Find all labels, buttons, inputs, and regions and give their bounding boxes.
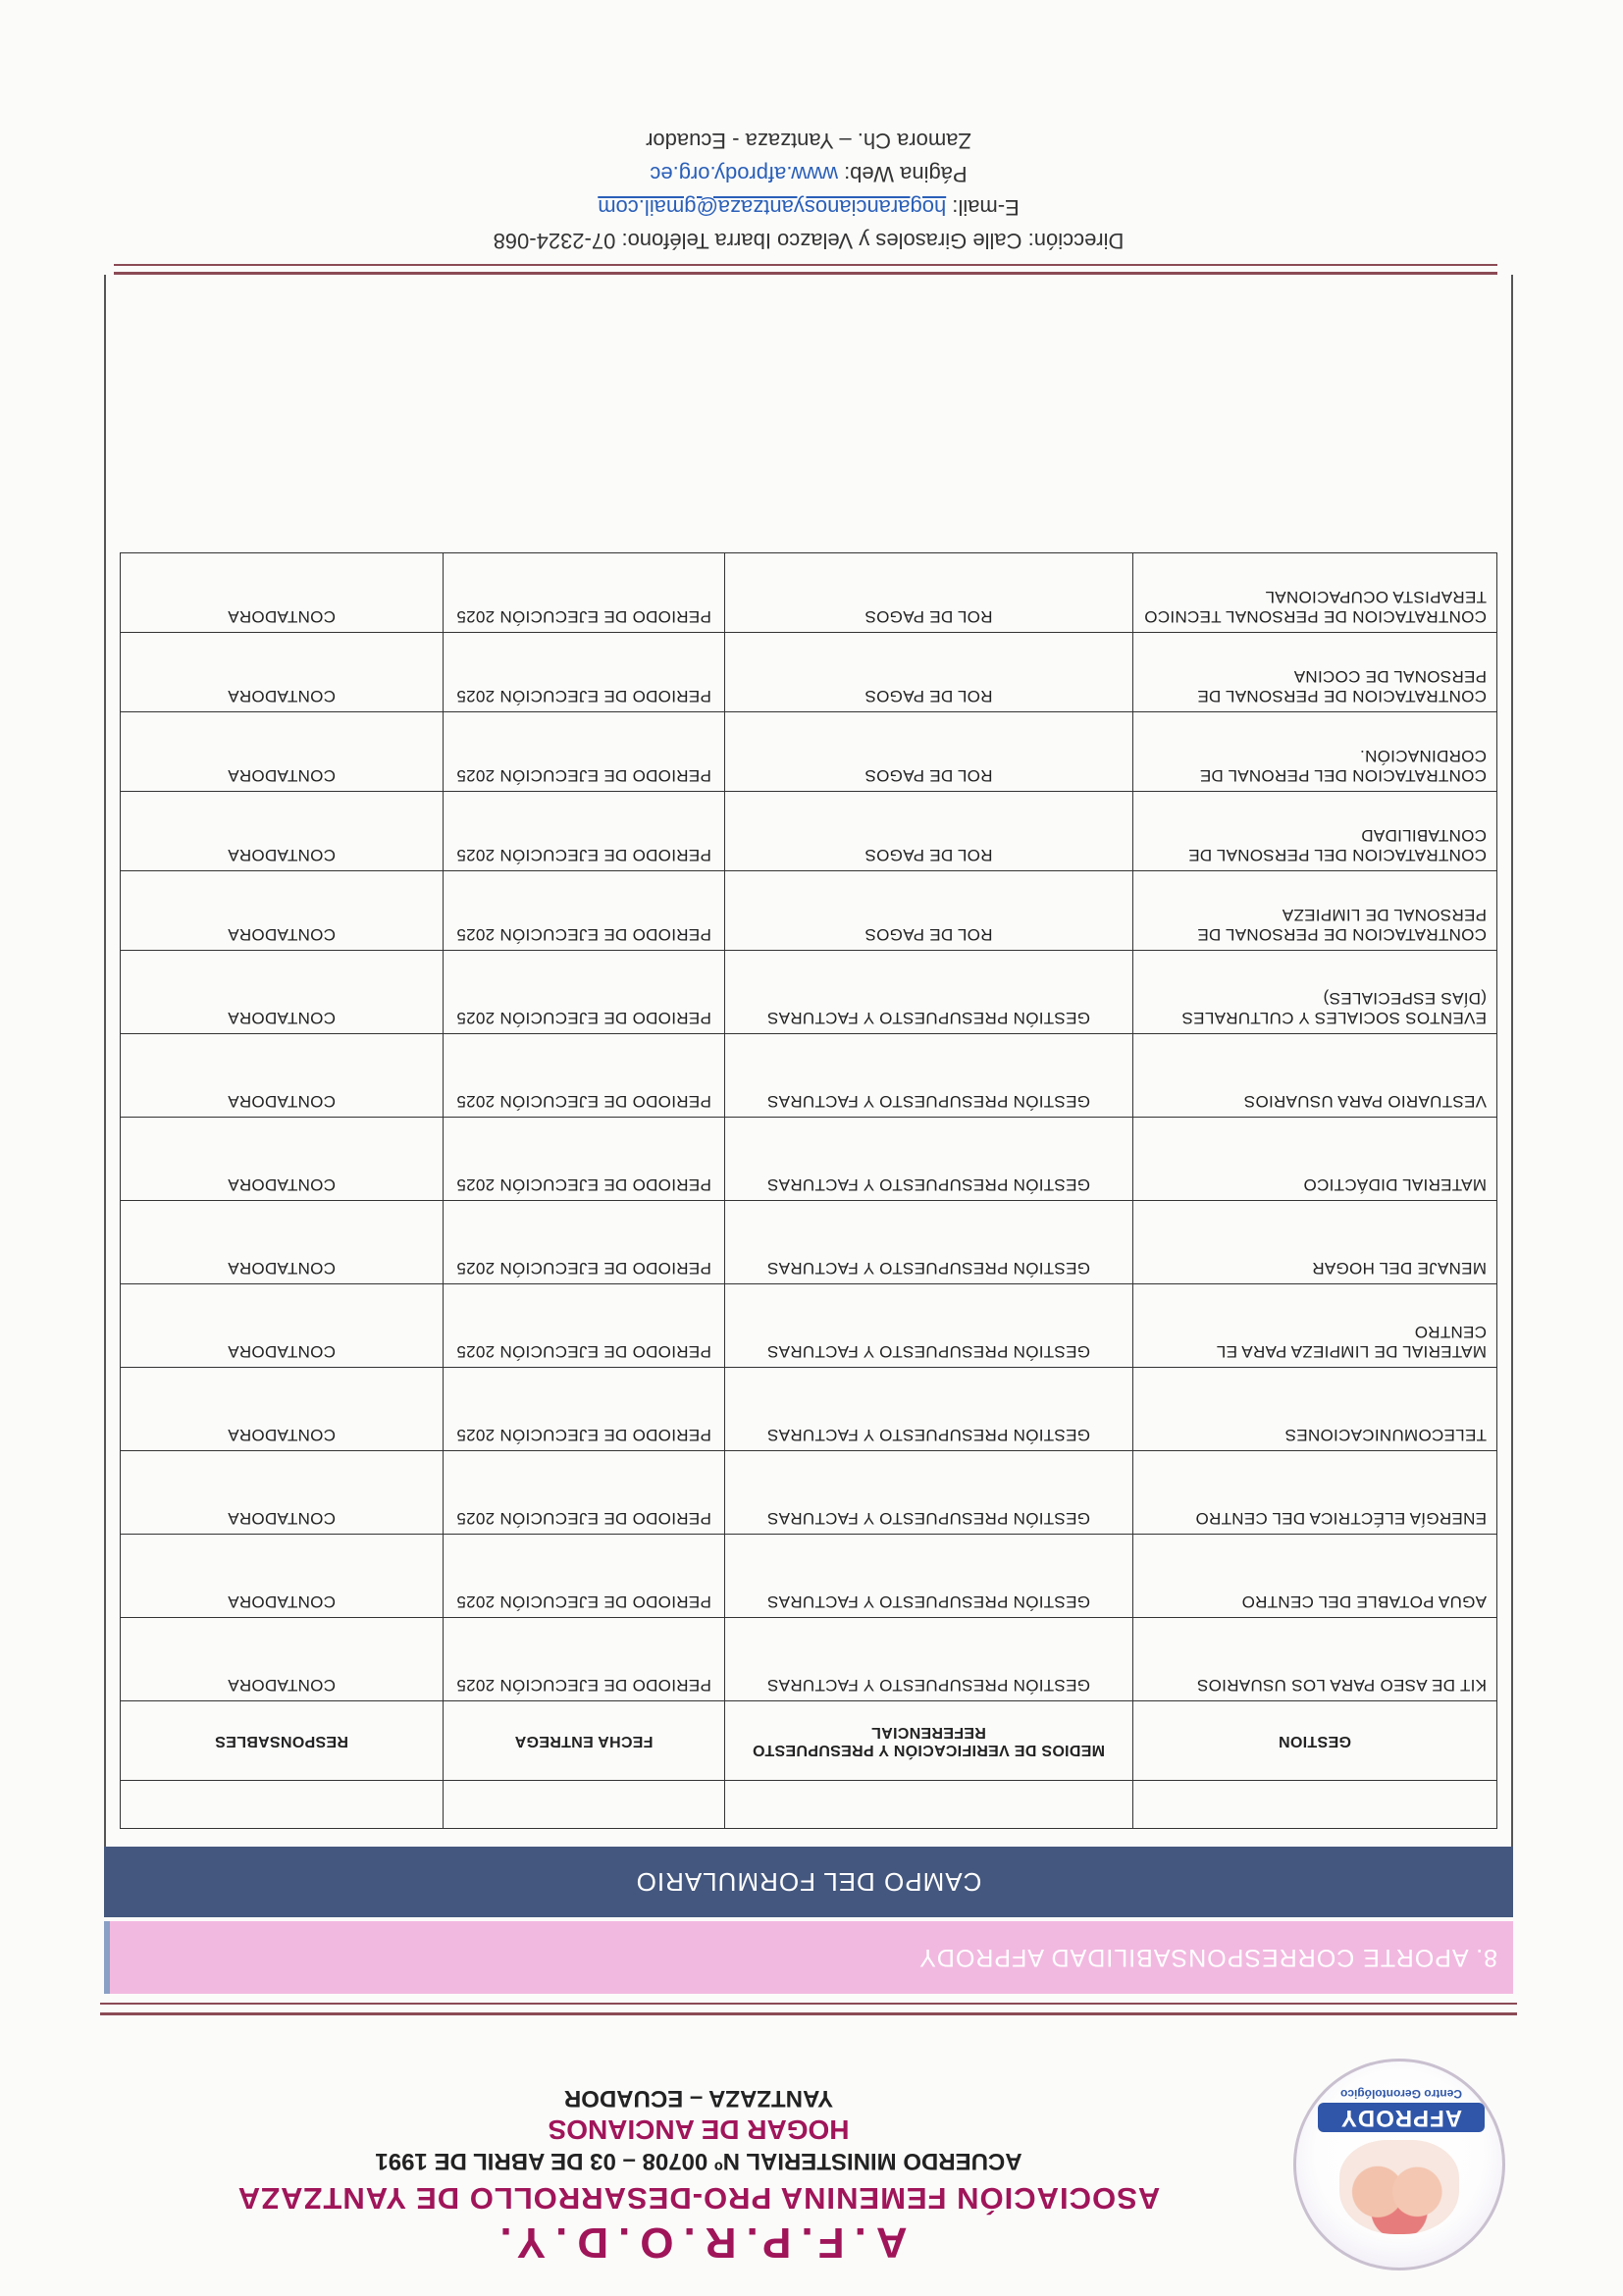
cell-delivery-date: PERIODO DE EJECUCIÓN 2025 xyxy=(443,951,724,1034)
table-row xyxy=(121,951,1497,1034)
responsibility-table xyxy=(120,552,1497,1829)
cell-verification: GESTIÓN PRESUPUESTO Y FACTURAS xyxy=(724,1618,1132,1701)
footer-email-line xyxy=(230,190,1387,224)
cell-gestion: CONTRATACION DEL PERONAL DE CORDINACIÓN. xyxy=(1132,712,1496,792)
cell-gestion: MATERIAL DIDÁCTICO xyxy=(1132,1118,1496,1201)
logo-name: AFPRODY xyxy=(1318,2103,1485,2132)
table-row xyxy=(121,792,1497,871)
cell-verification: ROL DE PAGOS xyxy=(724,792,1132,871)
table-row xyxy=(121,1284,1497,1368)
table-row xyxy=(121,1451,1497,1535)
cell-verification: GESTIÓN PRESUPUESTO Y FACTURAS xyxy=(724,951,1132,1034)
footer-city: Zamora Ch. – Yantzaza - Ecuador xyxy=(646,129,971,153)
cell-gestion: VESTUARIO PARA USUARIOS xyxy=(1132,1034,1496,1118)
cell-verification: GESTIÓN PRESUPUESTO Y FACTURAS xyxy=(724,1535,1132,1618)
table-row xyxy=(121,553,1497,633)
ministerial-agreement: ACUERDO MINISTERIAL Nº 00708 – 03 DE ABRIL DE 1991 xyxy=(375,2148,1022,2174)
table-cell xyxy=(443,1781,724,1829)
logo-subtitle: Centro Gerontológico xyxy=(1340,2087,1462,2101)
cell-delivery-date: PERIODO DE EJECUCIÓN 2025 xyxy=(443,871,724,951)
cell-responsible: CONTADORA xyxy=(121,1451,444,1535)
cell-verification: GESTIÓN PRESUPUESTO Y FACTURAS xyxy=(724,1451,1132,1535)
footer-email-link[interactable]: hogarancianosyantzaza@gmail.com xyxy=(598,195,947,220)
table-row xyxy=(121,633,1497,712)
location: YANTZAZA – ECUADOR xyxy=(563,2085,834,2112)
table-row xyxy=(121,1535,1497,1618)
cell-gestion: CONTRATACION DE PERSONAL DE PERSONAL DE LIMPIEZA xyxy=(1132,871,1496,951)
brand-acronym: A.F.P.R.O.D.Y. xyxy=(490,2218,908,2267)
footer-address: Dirección: Calle Girasoles y Velazco Ibarra Teléfono: 07-2324-068 xyxy=(493,229,1125,253)
footer-web-label: Página Web: xyxy=(837,162,968,186)
cell-verification: ROL DE PAGOS xyxy=(724,553,1132,633)
cell-delivery-date: PERIODO DE EJECUCIÓN 2025 xyxy=(443,1201,724,1284)
cell-gestion: CONTRATACION DE PERSONAL DE PERSONAL DE COCINA xyxy=(1132,633,1496,712)
table-header-row xyxy=(121,1701,1497,1781)
cell-gestion: ENERGÍA ELÉCTRICA DEL CENTRO xyxy=(1132,1451,1496,1535)
cell-gestion: KIT DE ASEO PARA LOS USUARIOS xyxy=(1132,1618,1496,1701)
organization-name: ASOCIACIÓN FEMENINA PRO-DESARROLLO DE YANTZAZA xyxy=(236,2181,1161,2216)
cell-delivery-date: PERIODO DE EJECUCIÓN 2025 xyxy=(443,1618,724,1701)
cell-verification: GESTIÓN PRESUPUESTO Y FACTURAS xyxy=(724,1368,1132,1451)
footer-email-label: E-mail: xyxy=(946,195,1020,220)
home-name: HOGAR DE ANCIANOS xyxy=(548,2114,850,2145)
cell-responsible: CONTADORA xyxy=(121,712,444,792)
cell-responsible: CONTADORA xyxy=(121,1618,444,1701)
cell-verification: GESTIÓN PRESUPUESTO Y FACTURAS xyxy=(724,1201,1132,1284)
table-row xyxy=(121,1618,1497,1701)
table-cell xyxy=(724,1781,1132,1829)
cell-responsible: CONTADORA xyxy=(121,1368,444,1451)
cell-delivery-date: PERIODO DE EJECUCIÓN 2025 xyxy=(443,1535,724,1618)
cell-gestion: CONTRATACION DE PERSONAL TECNICO TERAPISTA OCUPACIONAL xyxy=(1132,553,1496,633)
table-blank-row xyxy=(121,1781,1497,1829)
form-title: CAMPO DEL FORMULARIO xyxy=(104,1847,1513,1917)
cell-delivery-date: PERIODO DE EJECUCIÓN 2025 xyxy=(443,792,724,871)
cell-delivery-date: PERIODO DE EJECUCIÓN 2025 xyxy=(443,1451,724,1535)
cell-verification: ROL DE PAGOS xyxy=(724,633,1132,712)
letterhead xyxy=(112,2033,1505,2288)
table-row xyxy=(121,1368,1497,1451)
cell-responsible: CONTADORA xyxy=(121,871,444,951)
elderly-couple-icon xyxy=(1339,2140,1459,2234)
header-delivery-date: FECHA ENTREGA xyxy=(443,1701,724,1781)
table-cell xyxy=(1132,1781,1496,1829)
footer-web-line xyxy=(230,157,1387,190)
cell-delivery-date: PERIODO DE EJECUCIÓN 2025 xyxy=(443,1368,724,1451)
cell-verification: ROL DE PAGOS xyxy=(724,871,1132,951)
cell-verification: GESTIÓN PRESUPUESTO Y FACTURAS xyxy=(724,1284,1132,1368)
cell-responsible: CONTADORA xyxy=(121,553,444,633)
letterhead-text xyxy=(120,2084,1278,2270)
footer-web-link[interactable]: www.afprody.org.ec xyxy=(650,162,838,186)
cell-responsible: CONTADORA xyxy=(121,1201,444,1284)
cell-delivery-date: PERIODO DE EJECUCIÓN 2025 xyxy=(443,1284,724,1368)
header-responsible: RESPONSABLES xyxy=(121,1701,444,1781)
cell-responsible: CONTADORA xyxy=(121,633,444,712)
table-row xyxy=(121,871,1497,951)
cell-gestion: AGUA POTABLE DEL CENTRO xyxy=(1132,1535,1496,1618)
table-row xyxy=(121,1118,1497,1201)
table-row xyxy=(121,712,1497,792)
cell-verification: ROL DE PAGOS xyxy=(724,712,1132,792)
cell-verification: GESTIÓN PRESUPUESTO Y FACTURAS xyxy=(724,1034,1132,1118)
cell-delivery-date: PERIODO DE EJECUCIÓN 2025 xyxy=(443,1034,724,1118)
table-cell xyxy=(121,1781,444,1829)
form-area xyxy=(104,275,1513,1847)
header-gestion: GESTION xyxy=(1132,1701,1496,1781)
header-verification: MEDIOS DE VERIFICACIÓN Y PRESUPUESTO REFERENCIAL xyxy=(724,1701,1132,1781)
cell-responsible: CONTADORA xyxy=(121,1535,444,1618)
footer xyxy=(230,124,1387,257)
section-title: 8. APORTE CORRESPONSABILIDAD AFPRODY xyxy=(104,1921,1513,1994)
cell-delivery-date: PERIODO DE EJECUCIÓN 2025 xyxy=(443,712,724,792)
cell-responsible: CONTADORA xyxy=(121,1284,444,1368)
cell-delivery-date: PERIODO DE EJECUCIÓN 2025 xyxy=(443,553,724,633)
cell-delivery-date: PERIODO DE EJECUCIÓN 2025 xyxy=(443,1118,724,1201)
cell-verification: GESTIÓN PRESUPUESTO Y FACTURAS xyxy=(724,1118,1132,1201)
cell-responsible: CONTADORA xyxy=(121,792,444,871)
footer-divider xyxy=(114,264,1497,275)
table-row xyxy=(121,1201,1497,1284)
cell-gestion: TELECOMUNICACIONES xyxy=(1132,1368,1496,1451)
header-divider xyxy=(100,2003,1517,2015)
cell-gestion: MENAJE DEL HOGAR xyxy=(1132,1201,1496,1284)
cell-responsible: CONTADORA xyxy=(121,1118,444,1201)
afprody-logo xyxy=(1293,2059,1505,2270)
cell-responsible: CONTADORA xyxy=(121,1034,444,1118)
cell-delivery-date: PERIODO DE EJECUCIÓN 2025 xyxy=(443,633,724,712)
table-row xyxy=(121,1034,1497,1118)
cell-responsible: CONTADORA xyxy=(121,951,444,1034)
cell-gestion: MATERIAL DE LIMPIEZA PARA EL CENTRO xyxy=(1132,1284,1496,1368)
cell-gestion: EVENTOS SOCIALES Y CULTURALES (DÍAS ESPECIALES) xyxy=(1132,951,1496,1034)
cell-gestion: CONTRATACION DEL PERSONAL DE CONTABILIDAD xyxy=(1132,792,1496,871)
